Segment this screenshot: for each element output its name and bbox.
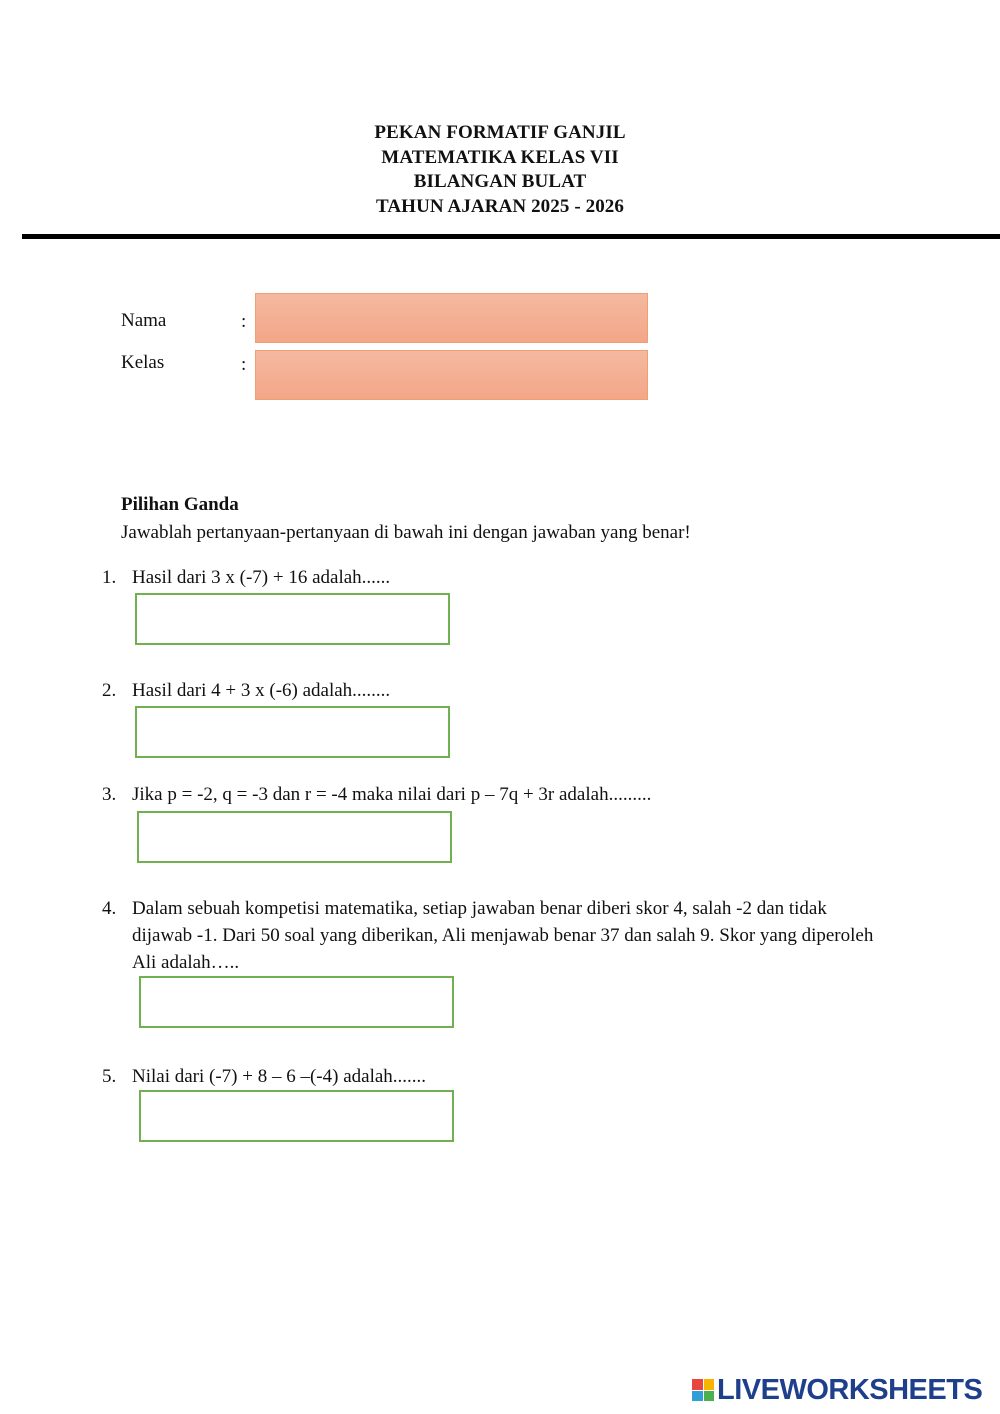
- answer-box-3[interactable]: [137, 811, 452, 863]
- liveworksheets-logo-icon: [692, 1379, 714, 1401]
- worksheet-header: [0, 121, 1000, 219]
- question-text: Hasil dari 3 x (-7) + 16 adalah......: [132, 567, 391, 588]
- question-number: 3.: [102, 784, 117, 805]
- header-line-2: MATEMATIKA KELAS VII: [381, 146, 619, 168]
- class-label: Kelas: [121, 352, 165, 373]
- liveworksheets-wordmark: LIVEWORKSHEETS: [717, 1373, 983, 1406]
- header-line-4: TAHUN AJARAN 2025 - 2026: [376, 195, 624, 217]
- question-number: 2.: [102, 680, 117, 701]
- question-text: Hasil dari 4 + 3 x (-6) adalah........: [132, 680, 391, 701]
- question-number: 4.: [102, 898, 117, 919]
- question-number: 1.: [102, 567, 117, 588]
- answer-box-5[interactable]: [139, 1090, 454, 1142]
- section-instruction: Jawablah pertanyaan-pertanyaan di bawah ini dengan jawaban yang benar!: [121, 522, 691, 543]
- name-field[interactable]: [255, 293, 648, 343]
- class-colon: :: [241, 354, 247, 375]
- liveworksheets-logo: [692, 1374, 982, 1406]
- question-number: 5.: [102, 1066, 117, 1087]
- name-label: Nama: [121, 310, 167, 331]
- name-colon: :: [241, 311, 247, 332]
- header-line-3: BILANGAN BULAT: [413, 171, 587, 192]
- answer-box-4[interactable]: [139, 976, 454, 1028]
- question-text: Nilai dari (-7) + 8 – 6 –(-4) adalah.......: [132, 1066, 427, 1087]
- class-field[interactable]: [255, 350, 648, 400]
- question-text: Jika p = -2, q = -3 dan r = -4 maka nilai dari p – 7q + 3r adalah.........: [132, 784, 652, 805]
- header-divider: [22, 234, 1000, 239]
- answer-box-1[interactable]: [135, 593, 450, 645]
- header-line-1: PEKAN FORMATIF GANJIL: [374, 122, 626, 143]
- section-title: Pilihan Ganda: [121, 494, 239, 515]
- answer-box-2[interactable]: [135, 706, 450, 758]
- question-text: Dalam sebuah kompetisi matematika, setiap jawaban benar diberi skor 4, salah -2 dan tidak dijawab -1. Dari 50 soal yang diberikan, Ali menjawab benar 37 dan salah 9. Skor yang diperoleh Ali adalah…..: [132, 898, 874, 973]
